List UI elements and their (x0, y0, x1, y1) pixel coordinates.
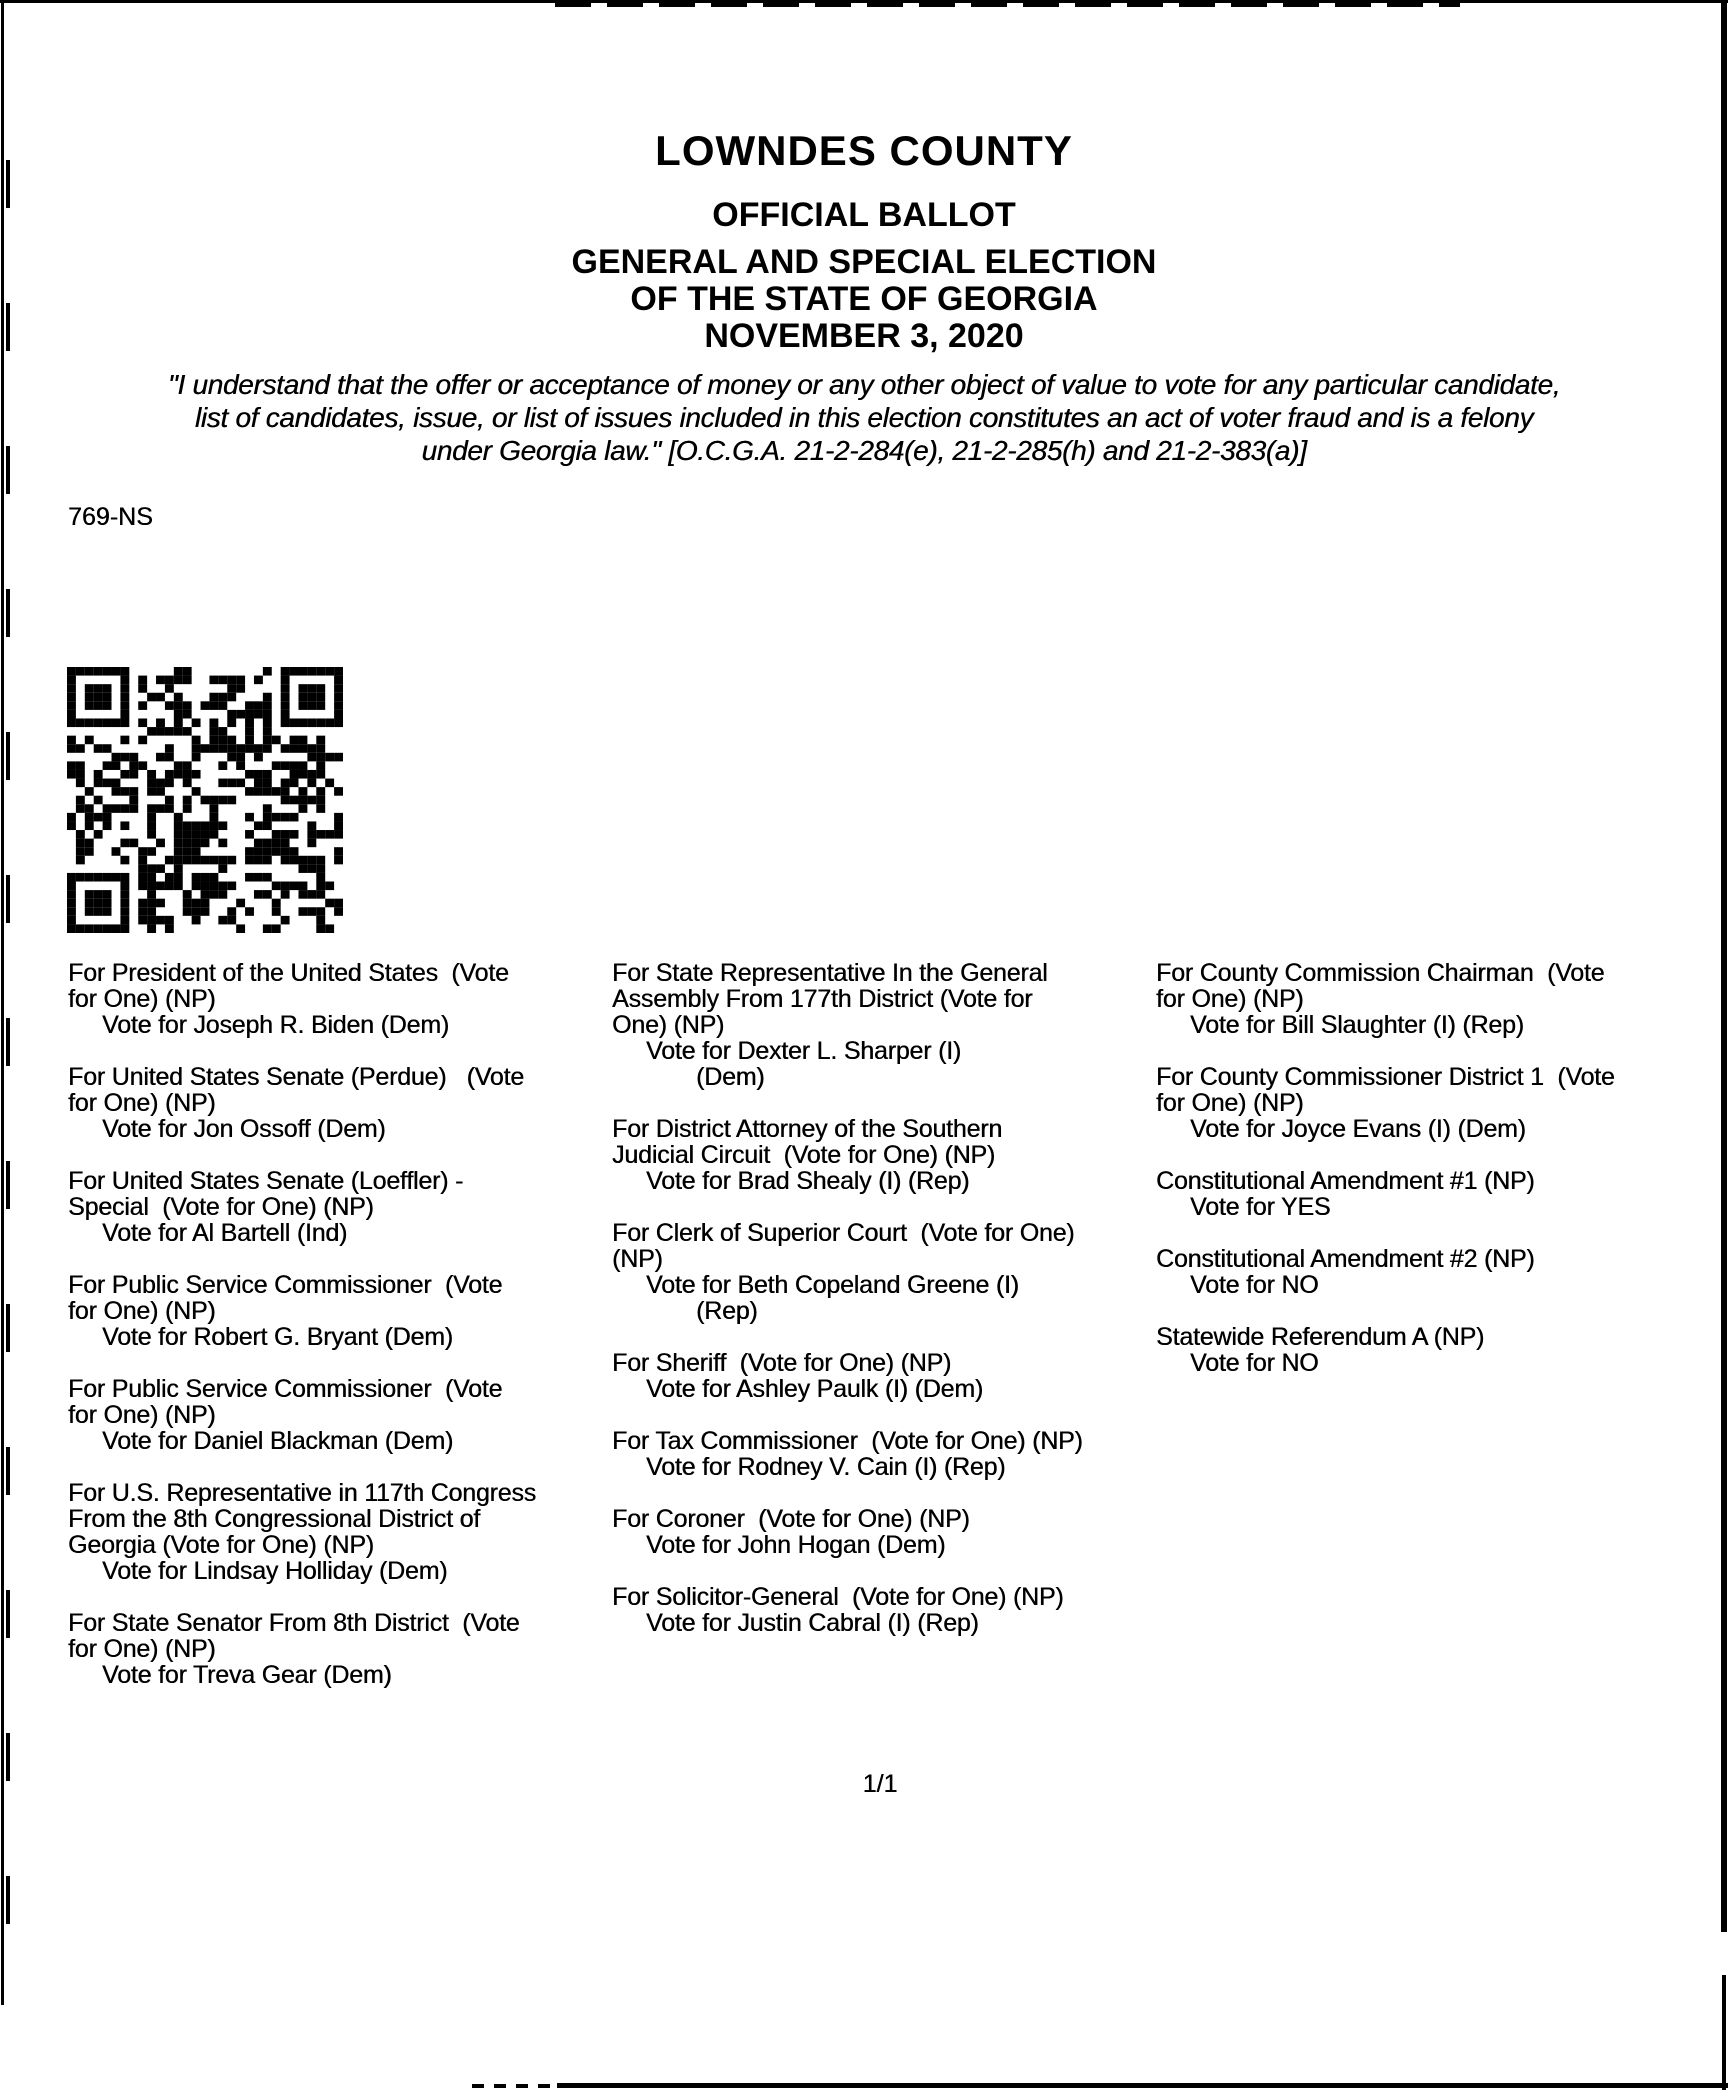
contest-title-line: (NP) (612, 1245, 663, 1273)
contest (612, 1584, 1156, 1636)
fraud-notice-line2: list of candidates, issue, or list of issues included in this election constitutes an act of voter fraud and is a felony (194, 402, 1534, 433)
contest (1156, 1064, 1700, 1142)
ballot-style-code: 769-NS (68, 503, 153, 531)
contest-title-line: For United States Senate (Perdue) (Vote (68, 1063, 524, 1091)
county-title: LOWNDES COUNTY (655, 127, 1073, 174)
contest-vote-line: Vote for Daniel Blackman (Dem) (102, 1427, 454, 1455)
page-number: 1/1 (862, 1770, 898, 1798)
contest-title-line: For County Commission Chairman (Vote (1156, 959, 1605, 987)
contest (1156, 960, 1700, 1038)
contest-columns (68, 960, 1700, 1714)
contest-title-line: For Public Service Commissioner (Vote (68, 1375, 503, 1403)
contest-vote-line: (Dem) (696, 1063, 765, 1091)
contest-title-line: For Clerk of Superior Court (Vote for One) (612, 1219, 1075, 1247)
election-date: NOVEMBER 3, 2020 (704, 317, 1024, 355)
qr-code (67, 667, 343, 933)
scan-artifact-bottom-dashes (472, 2084, 557, 2088)
contest-title-line: For President of the United States (Vote (68, 959, 509, 987)
contest (68, 960, 612, 1038)
contest-vote-line: Vote for Justin Cabral (I) (Rep) (646, 1609, 979, 1637)
fraud-notice-line3: under Georgia law." [O.C.G.A. 21-2-284(e), 21-2-285(h) and 21-2-383(a)] (421, 435, 1307, 466)
contest-vote-line: Vote for Joyce Evans (I) (Dem) (1190, 1115, 1526, 1143)
contest-vote-line: Vote for Bill Slaughter (I) (Rep) (1190, 1011, 1524, 1039)
contest-title-line: for One) (NP) (68, 1089, 216, 1117)
contest (612, 1428, 1156, 1480)
contest (612, 1116, 1156, 1194)
contest-vote-line: Vote for Ashley Paulk (I) (Dem) (646, 1375, 983, 1403)
contest-title-line: For State Senator From 8th District (Vote (68, 1609, 520, 1637)
contest-title-line: Assembly From 177th District (Vote for (612, 985, 1033, 1013)
contest (612, 1350, 1156, 1402)
contest-column (612, 960, 1156, 1714)
contest (68, 1610, 612, 1688)
contest-title-line: for One) (NP) (68, 985, 216, 1013)
qr-code-image (67, 667, 343, 933)
fraud-notice (0, 368, 1728, 467)
contest-title-line: Constitutional Amendment #2 (NP) (1156, 1245, 1535, 1273)
contest-vote-line: Vote for John Hogan (Dem) (646, 1531, 946, 1559)
contest (1156, 1324, 1700, 1376)
contest-title-line: for One) (NP) (1156, 985, 1304, 1013)
contest-title-line: For Coroner (Vote for One) (NP) (612, 1505, 970, 1533)
contest-vote-line: Vote for Dexter L. Sharper (I) (646, 1037, 961, 1065)
contest-vote-line: Vote for NO (1190, 1271, 1319, 1299)
contest (68, 1376, 612, 1454)
scan-artifact-right-line-lower (1722, 1975, 1726, 2090)
contest-vote-line: Vote for Al Bartell (Ind) (102, 1219, 348, 1247)
contest (68, 1064, 612, 1142)
contest-title-line: Georgia (Vote for One) (NP) (68, 1531, 374, 1559)
contest (1156, 1246, 1700, 1298)
contest-column (1156, 960, 1700, 1714)
contest-title-line: For United States Senate (Loeffler) - (68, 1167, 464, 1195)
contest-title-line: For Tax Commissioner (Vote for One) (NP) (612, 1427, 1083, 1455)
contest (68, 1272, 612, 1350)
contest (68, 1168, 612, 1246)
contest-vote-line: Vote for Jon Ossoff (Dem) (102, 1115, 386, 1143)
ballot-header (0, 128, 1728, 355)
contest-title-line: From the 8th Congressional District of (68, 1505, 481, 1533)
contest-column (68, 960, 612, 1714)
fraud-notice-line1: "I understand that the offer or acceptance of money or any other object of value to vote for any particular candidate, (167, 369, 1561, 400)
contest-title-line: for One) (NP) (68, 1297, 216, 1325)
contest-title-line: for One) (NP) (1156, 1089, 1304, 1117)
contest-title-line: for One) (NP) (68, 1635, 216, 1663)
contest-title-line: For Sheriff (Vote for One) (NP) (612, 1349, 952, 1377)
contest-vote-line: Vote for Lindsay Holliday (Dem) (102, 1557, 448, 1585)
contest-vote-line: Vote for YES (1190, 1193, 1331, 1221)
contest-title-line: Special (Vote for One) (NP) (68, 1193, 374, 1221)
contest-vote-line: Vote for Beth Copeland Greene (I) (646, 1271, 1019, 1299)
election-name-line1: GENERAL AND SPECIAL ELECTION (571, 243, 1157, 281)
election-name-line2: OF THE STATE OF GEORGIA (630, 280, 1098, 318)
scan-artifact-bottom-line (557, 2083, 1728, 2088)
contest-title-line: Constitutional Amendment #1 (NP) (1156, 1167, 1535, 1195)
contest-title-line: For State Representative In the General (612, 959, 1048, 987)
contest-title-line: For U.S. Representative in 117th Congress (68, 1479, 536, 1507)
contest (612, 960, 1156, 1090)
contest-title-line: for One) (NP) (68, 1401, 216, 1429)
contest-vote-line: Vote for Joseph R. Biden (Dem) (102, 1011, 449, 1039)
contest-vote-line: (Rep) (696, 1297, 758, 1325)
contest-vote-line: Vote for Robert G. Bryant (Dem) (102, 1323, 453, 1351)
contest-vote-line: Vote for Treva Gear (Dem) (102, 1661, 392, 1689)
contest-vote-line: Vote for Brad Shealy (I) (Rep) (646, 1167, 970, 1195)
contest-vote-line: Vote for Rodney V. Cain (I) (Rep) (646, 1453, 1006, 1481)
scan-artifact-top-dashes (555, 0, 1460, 7)
contest-title-line: One) (NP) (612, 1011, 725, 1039)
contest-title-line: For District Attorney of the Southern (612, 1115, 1002, 1143)
contest (612, 1220, 1156, 1324)
contest-vote-line: Vote for NO (1190, 1349, 1319, 1377)
contest-title-line: Statewide Referendum A (NP) (1156, 1323, 1485, 1351)
contest-title-line: For Solicitor-General (Vote for One) (NP) (612, 1583, 1064, 1611)
contest (612, 1506, 1156, 1558)
contest-title-line: For Public Service Commissioner (Vote (68, 1271, 503, 1299)
contest (68, 1480, 612, 1584)
contest (1156, 1168, 1700, 1220)
contest-title-line: For County Commissioner District 1 (Vote (1156, 1063, 1615, 1091)
ballot-type-title: OFFICIAL BALLOT (712, 196, 1016, 234)
contest-title-line: Judicial Circuit (Vote for One) (NP) (612, 1141, 995, 1169)
